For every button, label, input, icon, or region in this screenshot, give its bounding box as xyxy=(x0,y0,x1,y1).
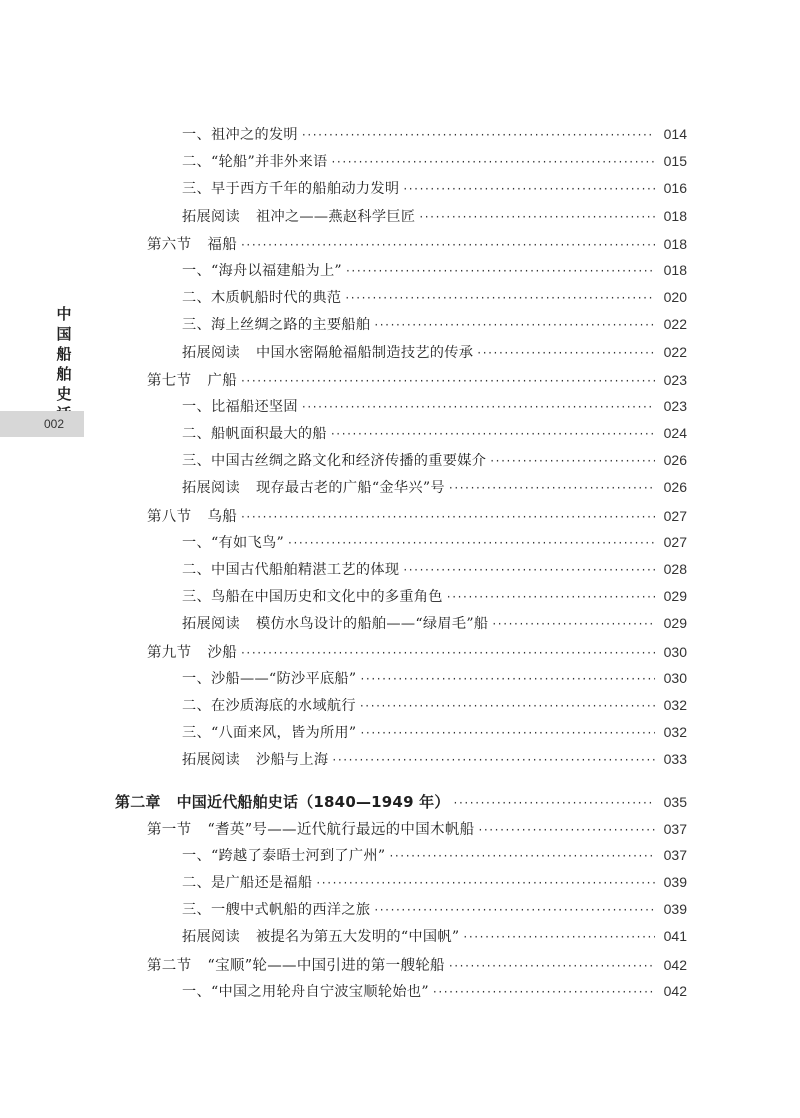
toc-page-number: 022 xyxy=(663,343,687,360)
toc-subsection-entry xyxy=(0,845,800,872)
book-title-char: 国 xyxy=(56,325,72,343)
toc-entry-text: 祖冲之——燕赵科学巨匠 xyxy=(255,208,416,225)
toc-entry-prefix: 第九节 xyxy=(147,644,192,661)
toc-subsection-entry xyxy=(0,206,800,233)
toc-entry-text: 广船 xyxy=(207,372,238,389)
toc-entry-title xyxy=(182,423,327,443)
dot-leader xyxy=(360,726,655,740)
toc-page-number: 022 xyxy=(663,316,687,333)
toc-entry-text: 一、“跨越了泰晤士河到了广州” xyxy=(182,847,386,864)
toc-entry-title xyxy=(182,668,356,688)
toc-entry-title xyxy=(182,124,298,144)
toc-entry-text: 模仿水鸟设计的船舶——“绿眉毛”船 xyxy=(255,616,489,633)
toc-subsection-entry xyxy=(0,342,800,369)
dot-leader xyxy=(477,346,655,360)
dot-leader xyxy=(492,617,655,631)
toc-page-number: 018 xyxy=(663,235,687,252)
toc-entry-title xyxy=(182,845,385,865)
toc-entry-prefix: 第六节 xyxy=(147,236,192,253)
dot-leader xyxy=(449,959,655,973)
toc-entry-text: 二、船帆面积最大的船 xyxy=(182,426,327,443)
toc-entry-text: 沙船 xyxy=(207,644,238,661)
toc-subsection-entry xyxy=(0,559,800,586)
toc-entry-title xyxy=(147,233,237,254)
toc-entry-text: 三、鸟船在中国历史和文化中的多重角色 xyxy=(182,589,443,606)
toc-entry-text: 中国水密隔舱福船制造技艺的传承 xyxy=(255,344,474,361)
dot-leader xyxy=(360,672,655,686)
toc-page-number: 037 xyxy=(663,820,687,837)
dot-leader xyxy=(478,823,655,837)
toc-subsection-entry xyxy=(0,749,800,776)
toc-entry-prefix: 拓展阅读 xyxy=(182,929,240,946)
toc-entry-text: 二、中国古代船舶精湛工艺的体现 xyxy=(182,562,400,578)
toc-entry-title xyxy=(182,532,284,552)
toc-section-entry xyxy=(0,505,800,532)
toc-subsection-entry xyxy=(0,899,800,926)
toc-page-number: 032 xyxy=(663,696,687,713)
toc-entry-title xyxy=(147,818,474,839)
dot-leader xyxy=(346,264,655,278)
dot-leader xyxy=(241,238,655,252)
dot-leader xyxy=(332,155,656,169)
toc-subsection-entry xyxy=(0,668,800,695)
toc-section-entry xyxy=(0,233,800,260)
toc-subsection-entry xyxy=(0,981,800,1008)
toc-section-entry xyxy=(0,369,800,396)
toc-subsection-entry xyxy=(0,396,800,423)
book-title-char: 中 xyxy=(56,305,72,323)
toc-page-number: 033 xyxy=(663,751,687,768)
book-title-char: 舶 xyxy=(56,365,72,383)
toc-entry-text: 被提名为第五大发明的“中国帆” xyxy=(255,929,460,946)
dot-leader xyxy=(316,876,655,890)
toc-page-number: 014 xyxy=(663,126,687,142)
toc-page-number: 026 xyxy=(663,452,687,469)
dot-leader xyxy=(433,985,655,999)
toc-entry-title xyxy=(182,586,443,606)
toc-page-number: 027 xyxy=(663,507,687,524)
page-number: 002 xyxy=(44,417,65,431)
toc-entry-title xyxy=(182,477,445,497)
dot-leader xyxy=(345,291,655,305)
toc-entry-title xyxy=(182,722,356,742)
dot-leader xyxy=(241,646,655,660)
toc-entry-title xyxy=(147,505,237,526)
toc-entry-prefix: 第二章 xyxy=(115,792,161,811)
toc-subsection-entry xyxy=(0,124,800,151)
toc-entry-text: 三、中国古丝绸之路文化和经济传播的重要媒介 xyxy=(182,453,487,470)
toc-entry-title xyxy=(182,695,356,715)
toc-entry-text: 福船 xyxy=(207,236,238,253)
dot-leader xyxy=(241,374,655,388)
toc-page-number: 023 xyxy=(663,371,687,388)
toc-page-number: 015 xyxy=(663,153,687,170)
toc-entry-prefix: 拓展阅读 xyxy=(182,344,240,361)
toc-subsection-entry xyxy=(0,532,800,559)
toc-entry-prefix: 第八节 xyxy=(147,508,192,525)
toc-entry-text: 一、“海舟以福建船为上” xyxy=(182,262,342,279)
toc-section-entry xyxy=(0,818,800,845)
toc-entry-text: 三、海上丝绸之路的主要船舶 xyxy=(182,317,371,334)
dot-leader xyxy=(419,210,655,224)
toc-subsection-entry xyxy=(0,586,800,613)
toc-entry-text: 二、在沙质海底的水域航行 xyxy=(182,697,356,714)
toc-page-number: 026 xyxy=(663,479,687,496)
dot-leader xyxy=(403,182,655,196)
toc-page-number: 024 xyxy=(663,425,687,442)
toc-entry-title xyxy=(182,151,328,171)
toc-subsection-entry xyxy=(0,450,800,477)
toc-entry-text: 一、“中国之用轮舟自宁波宝顺轮始也” xyxy=(182,983,429,1000)
dot-leader xyxy=(374,903,655,917)
toc-page-number: 028 xyxy=(663,561,687,577)
toc-entry-prefix: 第七节 xyxy=(147,372,192,389)
toc-entry-title xyxy=(182,206,415,226)
toc-entry-title xyxy=(182,613,488,633)
toc-entry-text: 沙船与上海 xyxy=(255,752,329,769)
toc-entry-text: 现存最古老的广船“金华兴”号 xyxy=(255,480,445,497)
dot-leader xyxy=(302,128,655,142)
toc-page-number: 041 xyxy=(663,928,687,945)
toc-page-number: 016 xyxy=(663,180,687,197)
toc-page-number: 035 xyxy=(663,793,687,810)
toc-entry-text: 二、木质帆船时代的典范 xyxy=(182,290,342,307)
dot-leader xyxy=(331,427,655,441)
toc-page-number: 039 xyxy=(663,874,687,891)
toc-entry-prefix: 第二节 xyxy=(147,957,192,974)
table-of-contents xyxy=(0,124,800,1008)
toc-entry-text: “宝顺”轮——中国引进的第一艘轮船 xyxy=(207,957,445,974)
toc-entry-title xyxy=(182,260,342,280)
toc-entry-text: “耆英”号——近代航行最远的中国木帆船 xyxy=(207,821,475,838)
toc-entry-title xyxy=(147,641,237,662)
toc-entry-text: 一、祖冲之的发明 xyxy=(182,127,298,143)
toc-entry-title xyxy=(182,314,370,334)
toc-subsection-entry xyxy=(0,722,800,749)
toc-subsection-entry xyxy=(0,926,800,953)
toc-page-number: 029 xyxy=(663,588,687,605)
toc-entry-title xyxy=(182,450,486,470)
toc-entry-title xyxy=(147,954,445,975)
toc-subsection-entry xyxy=(0,314,800,341)
toc-subsection-entry xyxy=(0,151,800,178)
toc-entry-text: 二、是广船还是福船 xyxy=(182,875,313,892)
toc-entry-text: 一、比福船还坚固 xyxy=(182,398,298,415)
toc-entry-text: 三、一艘中式帆船的西洋之旅 xyxy=(182,902,371,919)
toc-entry-text: 二、“轮船”并非外来语 xyxy=(182,154,328,171)
dot-leader xyxy=(241,510,655,524)
toc-page-number: 020 xyxy=(663,289,687,306)
toc-entry-title xyxy=(182,899,370,919)
book-title-char: 史 xyxy=(56,385,72,403)
toc-subsection-entry xyxy=(0,287,800,314)
toc-page-number: 032 xyxy=(663,724,687,741)
dot-leader xyxy=(449,481,655,495)
toc-chapter-entry xyxy=(0,791,800,818)
toc-entry-prefix: 拓展阅读 xyxy=(182,616,240,633)
toc-entry-prefix: 拓展阅读 xyxy=(182,480,240,497)
toc-entry-text: 中国近代船舶史话（1840—1949 年） xyxy=(176,792,450,811)
dot-leader xyxy=(463,930,655,944)
toc-page-number: 030 xyxy=(663,669,687,686)
toc-page-number: 023 xyxy=(663,397,687,414)
toc-entry-prefix: 第一节 xyxy=(147,821,192,838)
toc-page-number: 042 xyxy=(663,956,687,973)
toc-page-number: 018 xyxy=(663,261,687,278)
toc-subsection-entry xyxy=(0,178,800,205)
toc-entry-title xyxy=(147,369,237,390)
toc-subsection-entry xyxy=(0,260,800,287)
toc-entry-title xyxy=(182,749,328,769)
toc-entry-title xyxy=(182,287,341,307)
toc-page-number: 018 xyxy=(663,207,687,224)
toc-page-number: 027 xyxy=(663,533,687,550)
toc-page-number: 039 xyxy=(663,901,687,918)
dot-leader xyxy=(447,590,655,604)
toc-entry-text: 一、沙船——“防沙平底船” xyxy=(182,670,357,687)
dot-leader xyxy=(332,753,655,767)
toc-section-entry xyxy=(0,641,800,668)
toc-entry-text: 三、“八面来风，皆为所用” xyxy=(182,725,357,742)
toc-subsection-entry xyxy=(0,872,800,899)
dot-leader xyxy=(454,796,655,810)
dot-leader xyxy=(403,563,655,577)
toc-page-number: 037 xyxy=(663,846,687,863)
dot-leader xyxy=(490,454,655,468)
dot-leader xyxy=(288,536,655,550)
toc-entry-title xyxy=(182,872,312,892)
toc-entry-title xyxy=(182,981,429,1001)
toc-subsection-entry xyxy=(0,695,800,722)
toc-entry-title xyxy=(182,926,459,946)
toc-page-number: 042 xyxy=(663,982,687,999)
toc-entry-prefix: 拓展阅读 xyxy=(182,752,240,769)
book-title-char: 船 xyxy=(56,345,72,363)
toc-page-number: 029 xyxy=(663,615,687,632)
toc-entry-title xyxy=(182,559,399,579)
toc-entry-prefix: 拓展阅读 xyxy=(182,208,240,225)
toc-entry-title xyxy=(115,791,450,812)
dot-leader xyxy=(374,318,655,332)
toc-entry-title xyxy=(182,342,473,362)
toc-subsection-entry xyxy=(0,613,800,640)
toc-page-number: 030 xyxy=(663,643,687,660)
toc-entry-text: 乌船 xyxy=(207,508,238,525)
toc-subsection-entry xyxy=(0,477,800,504)
toc-entry-text: 三、早于西方千年的船舶动力发明 xyxy=(182,181,400,198)
toc-entry-title xyxy=(182,396,298,416)
dot-leader xyxy=(302,400,655,414)
toc-entry-title xyxy=(182,178,399,198)
dot-leader xyxy=(389,849,655,863)
toc-section-entry xyxy=(0,954,800,981)
toc-subsection-entry xyxy=(0,423,800,450)
toc-entry-text: 一、“有如飞鸟” xyxy=(182,534,285,551)
dot-leader xyxy=(360,699,655,713)
